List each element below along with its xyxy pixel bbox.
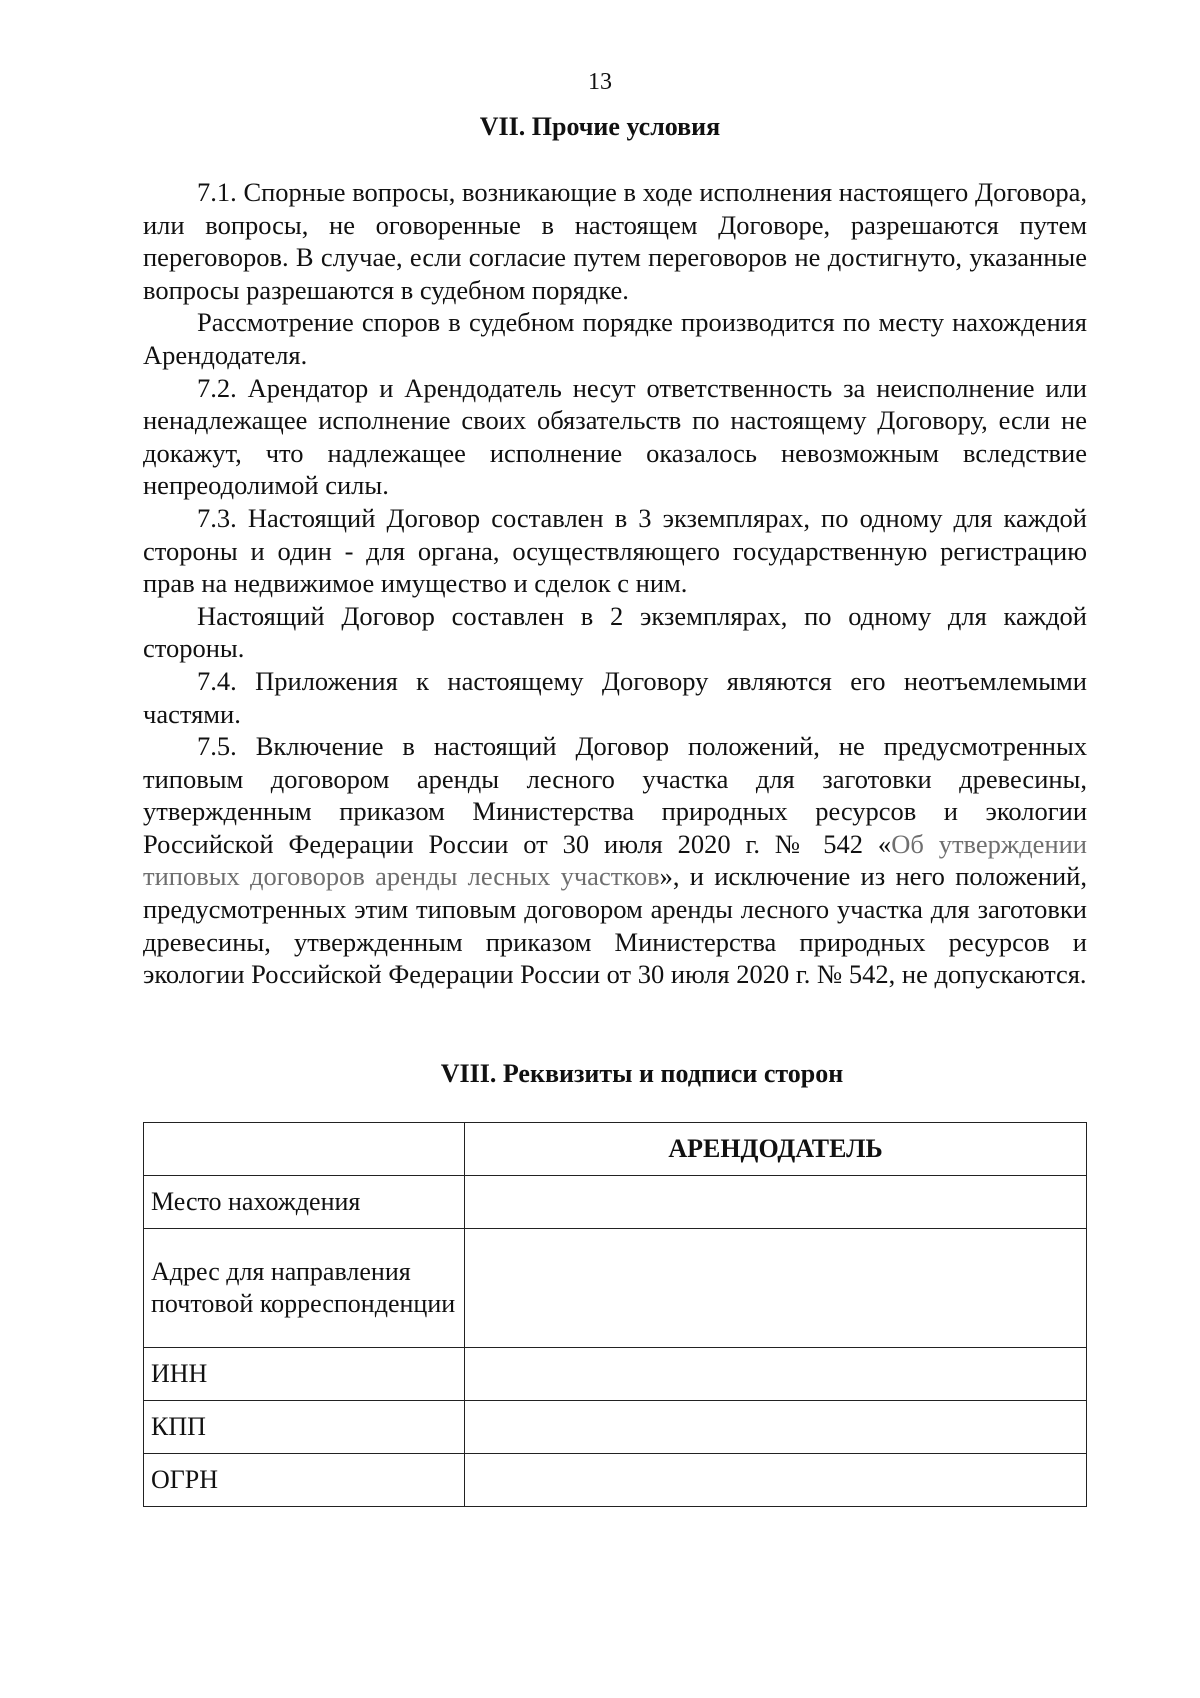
table-row <box>144 1176 1087 1229</box>
table-row <box>144 1401 1087 1454</box>
paragraph-7-1-jurisdiction: Рассмотрение споров в судебном порядке производится по месту нахождения Арендодателя. <box>143 307 1087 370</box>
paragraph-7-2: 7.2. Арендатор и Арендодатель несут ответственность за неисполнение или ненадлежащее исполнение своих обязательств по настоящему Договору, если не докажут, что надлежащее исполнение оказалось невозможным вследствие непреодолимой силы. <box>143 372 1087 501</box>
row-value-postal-address <box>465 1229 1087 1348</box>
paragraph-7-5-text-after: », и исключение из него положений, предусмотренных этим типовым договором аренды лесного участка для заготовки древесины, утвержденным приказом Министерства природных ресурсов и экологии Российской Федерации России от 30 июля 2020 г. № 542, не допускаются. <box>143 861 1087 990</box>
order-title-link[interactable]: Об утверждении типовых договоров аренды лесных участков <box>143 828 1087 892</box>
row-value-location <box>465 1176 1087 1229</box>
row-label-ogrn: ОГРН <box>144 1454 465 1507</box>
row-value-inn <box>465 1348 1087 1401</box>
requisites-table <box>143 1122 1087 1507</box>
section-8-title: VIII. Реквизиты и подписи сторон <box>440 1059 844 1088</box>
row-value-kpp <box>465 1401 1087 1454</box>
paragraph-7-4: 7.4. Приложения к настоящему Договору являются его неотъемлемыми частями. <box>143 665 1087 729</box>
table-header-row <box>144 1123 1087 1176</box>
paragraph-7-5 <box>143 730 1087 991</box>
section-7-title: VII. Прочие условия <box>479 112 721 141</box>
header-lessor: АРЕНДОДАТЕЛЬ <box>465 1123 1087 1176</box>
row-label-kpp: КПП <box>144 1401 465 1454</box>
table-row <box>144 1454 1087 1507</box>
row-value-ogrn <box>465 1454 1087 1507</box>
paragraph-7-5-text-before: 7.5. Включение в настоящий Договор положений, не предусмотренных типовым договором аренды лесного участка для заготовки древесины, утвержденным приказом Министерства природных ресурсов и экологии Российской Федерации России от 30 июля 2020 г. № 542 « <box>143 731 1087 859</box>
page-number: 13 <box>588 69 612 95</box>
header-empty-cell <box>144 1123 465 1176</box>
section-7-body <box>143 176 1087 991</box>
table-row <box>144 1348 1087 1401</box>
paragraph-7-1: 7.1. Спорные вопросы, возникающие в ходе исполнения настоящего Договора, или вопросы, не оговоренные в настоящем Договоре, разрешаются путем переговоров. В случае, если согласие путем переговоров не достигнуто, указанные вопросы разрешаются в судебном порядке. <box>143 177 1087 305</box>
row-label-location: Место нахождения <box>144 1176 465 1229</box>
paragraph-7-3-copies: Настоящий Договор составлен в 2 экземплярах, по одному для каждой стороны. <box>143 600 1087 664</box>
paragraph-7-3: 7.3. Настоящий Договор составлен в 3 экземплярах, по одному для каждой стороны и один - для органа, осуществляющего государственную регистрацию прав на недвижимое имущество и сделок с ним. <box>143 502 1087 599</box>
table-row <box>144 1229 1087 1348</box>
row-label-postal-address: Адрес для направления почтовой корреспонденции <box>144 1229 465 1348</box>
row-label-inn: ИНН <box>144 1348 465 1401</box>
